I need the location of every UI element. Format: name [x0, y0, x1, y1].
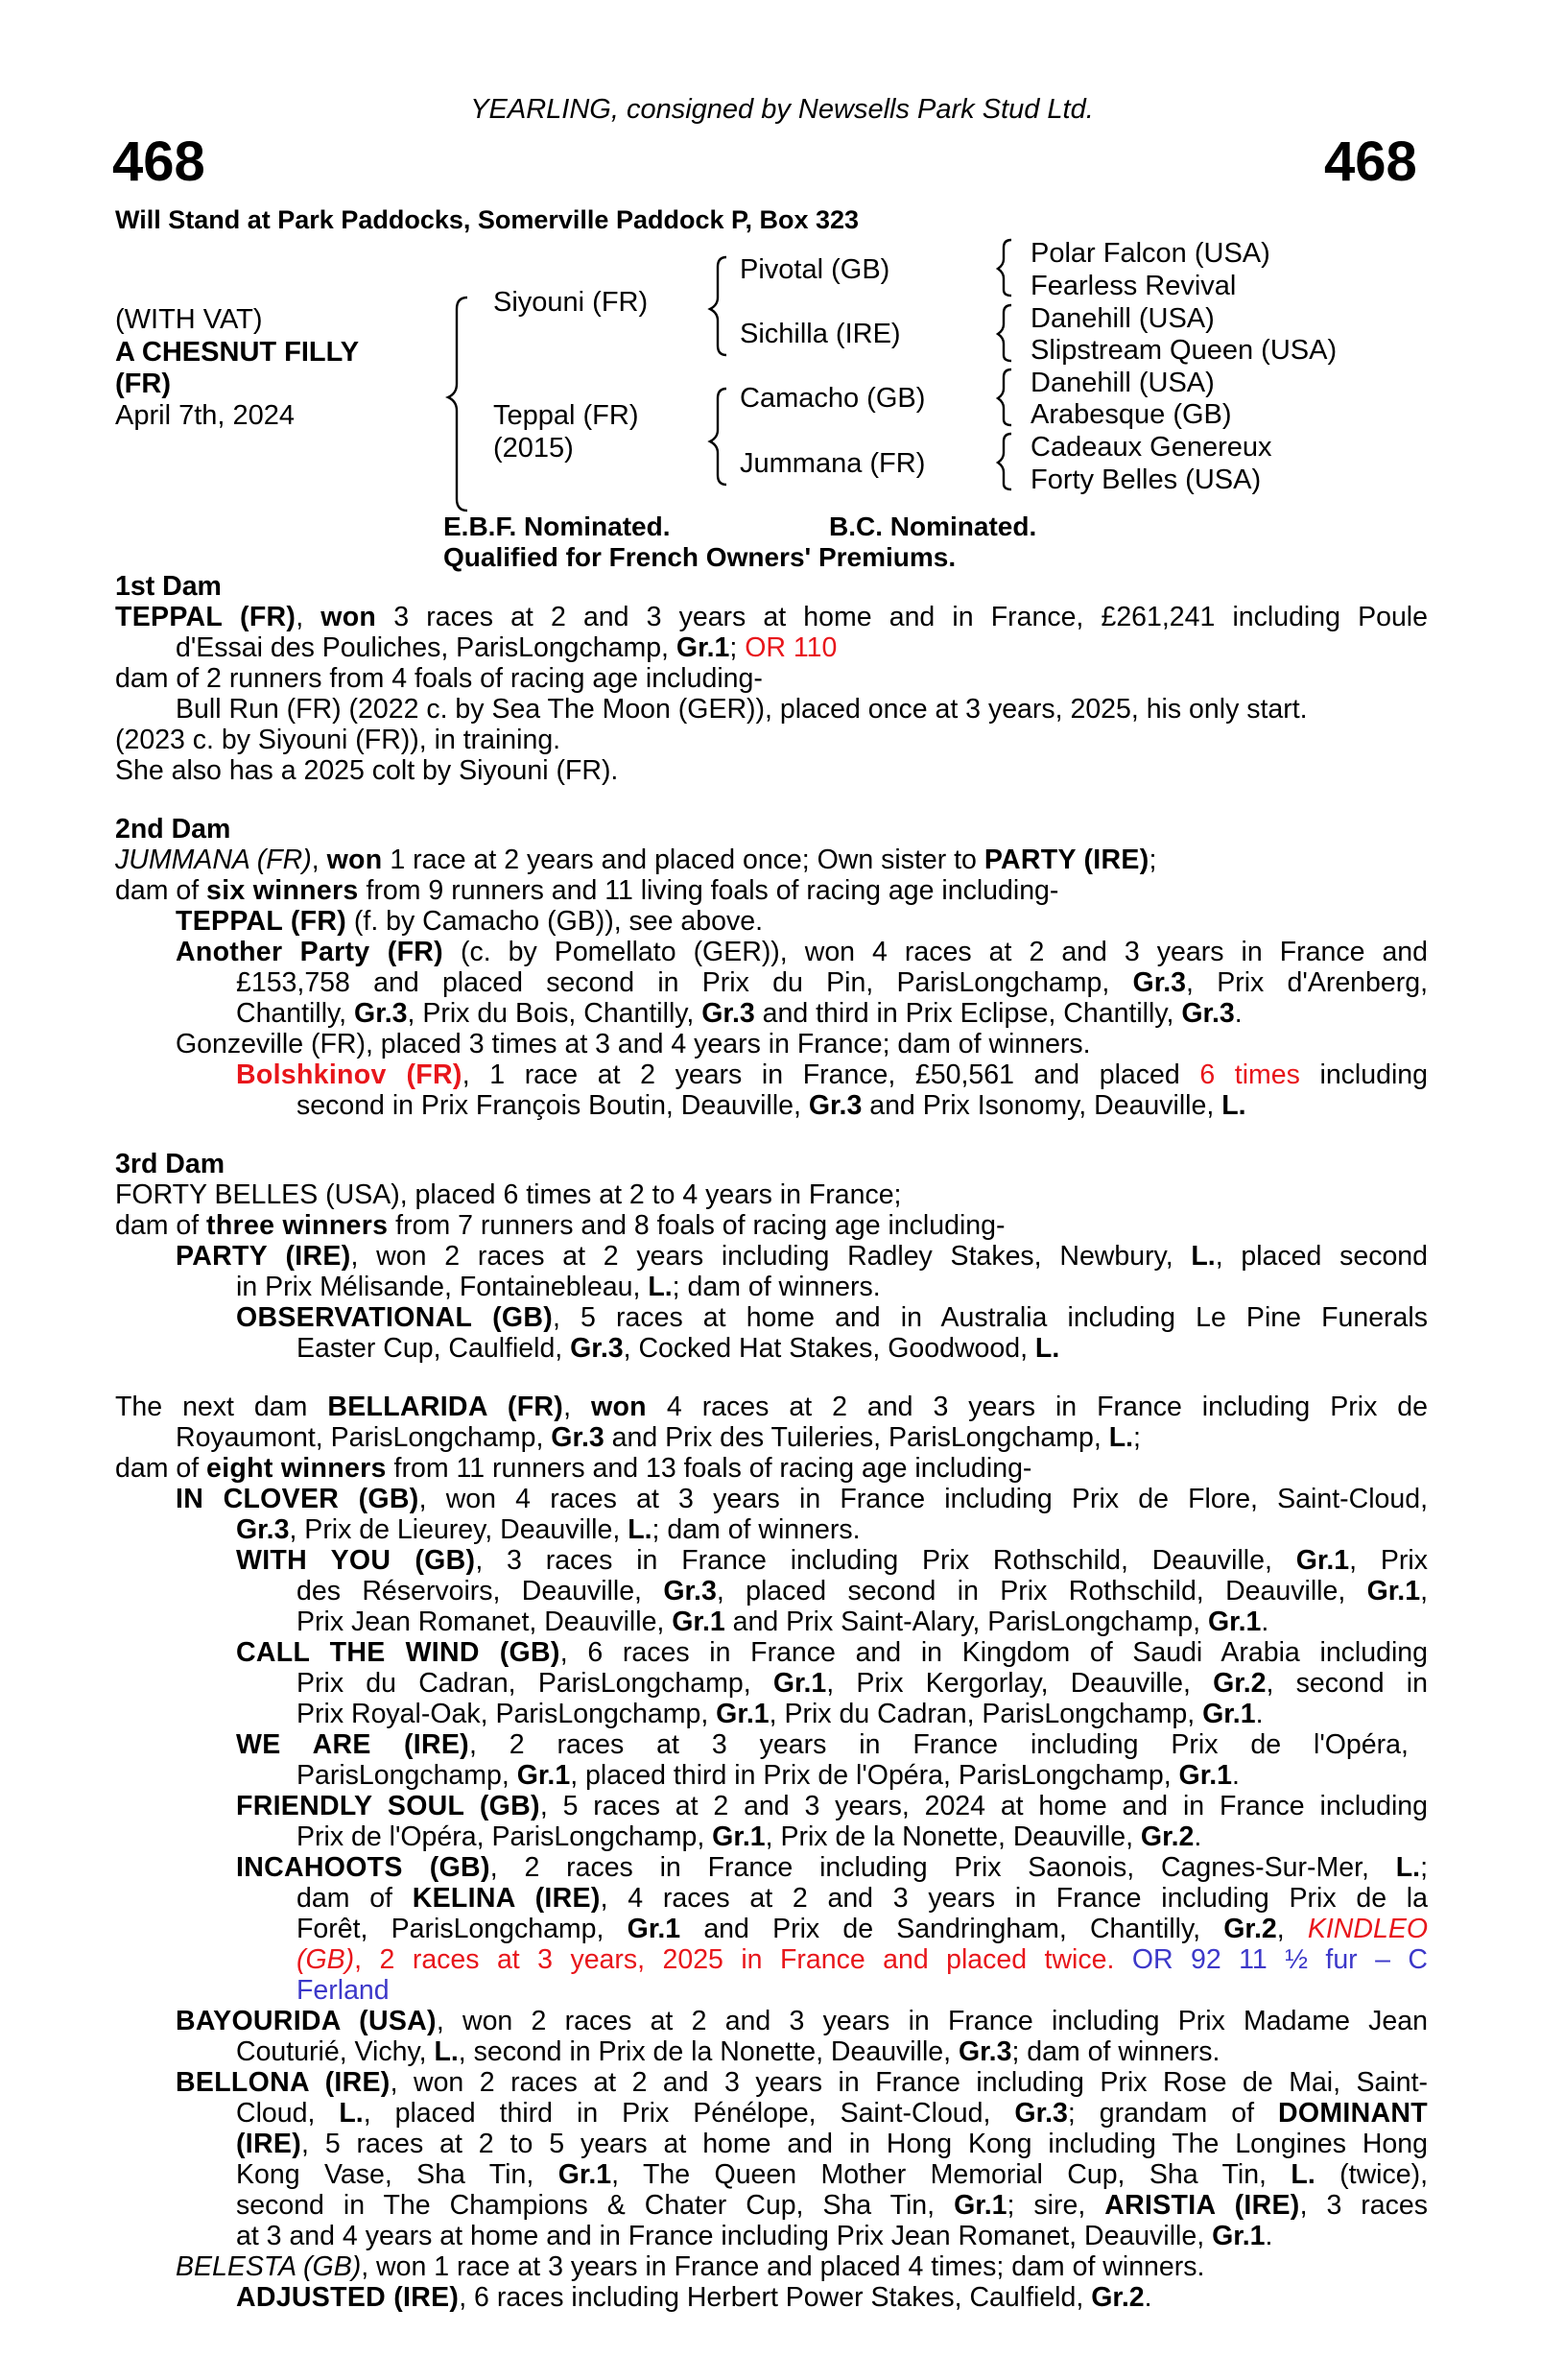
grandprogeny-friendly-soul-cont: Prix de l'Opéra, ParisLongchamp, Gr.1, Prix de la Nonette, Deauville, Gr.2.: [296, 1821, 1202, 1852]
ancestor-7: Cadeaux Genereux: [1031, 432, 1272, 463]
dam-name: Teppal (FR): [493, 400, 639, 431]
next-dam-progeny-bellona: BELLONA (IRE), won 2 races at 2 and 3 years in France including Prix Rose de Mai, Saint-: [176, 2067, 1428, 2098]
second-dam-progeny-2: Another Party (FR) (c. by Pomellato (GER)), won 4 races at 2 and 3 years in France and: [176, 937, 1428, 967]
grandprogeny-with-you: WITH YOU (GB), 3 races in France including Prix Rothschild, Deauville, Gr.1, Prix: [236, 1545, 1428, 1576]
consignment-line: YEARLING, consigned by Newsells Park Stud Ltd.: [470, 94, 1094, 125]
grandprogeny-with-you-cont-2: Prix Jean Romanet, Deauville, Gr.1 and Prix Saint-Alary, ParisLongchamp, Gr.1.: [296, 1606, 1269, 1637]
horse-country: (FR): [115, 369, 171, 399]
grandprogeny-we-are-cont: ParisLongchamp, Gr.1, placed third in Prix de l'Opéra, ParisLongchamp, Gr.1.: [296, 1760, 1240, 1791]
ancestor-6: Arabesque (GB): [1031, 399, 1232, 430]
second-dam-progeny-2-cont-1: £153,758 and placed second in Prix du Pin, ParisLongchamp, Gr.3, Prix d'Arenberg,: [236, 967, 1428, 998]
third-dam-progeny-1: PARTY (IRE), won 2 races at 2 years including Radley Stakes, Newbury, L., placed second: [176, 1241, 1429, 1272]
next-dam-line-3: dam of eight winners from 11 runners and 13 foals of racing age including-: [115, 1453, 1032, 1484]
next-dam-progeny-belesta: BELESTA (GB), won 1 race at 3 years in France and placed 4 times; dam of winners.: [176, 2251, 1205, 2282]
next-dam-progeny-bellona-cont-1: Cloud, L., placed third in Prix Pénélope, Saint-Cloud, Gr.3; grandam of DOMINANT: [236, 2098, 1428, 2129]
grandprogeny-call-the-wind: CALL THE WIND (GB), 6 races in France and in Kingdom of Saudi Arabia including: [236, 1637, 1428, 1668]
bc-nomination: B.C. Nominated.: [829, 512, 1037, 541]
third-dam-line-1: FORTY BELLES (USA), placed 6 times at 2 to 4 years in France;: [115, 1179, 902, 1210]
grandprogeny-incahoots-cont-1: dam of KELINA (IRE), 4 races at 2 and 3 years in France including Prix de la: [296, 1883, 1428, 1914]
first-dam-progeny-1: Bull Run (FR) (2022 c. by Sea The Moon (GER)), placed once at 3 years, 2025, his only start.: [176, 694, 1308, 725]
next-dam-line-2: Royaumont, ParisLongchamp, Gr.3 and Prix des Tuileries, ParisLongchamp, L.;: [176, 1422, 1141, 1453]
grandprogeny-call-the-wind-cont-1: Prix du Cadran, ParisLongchamp, Gr.1, Prix Kergorlay, Deauville, Gr.2, second in: [296, 1668, 1428, 1699]
second-dam-grandprogeny-1-cont: second in Prix François Boutin, Deauville, Gr.3 and Prix Isonomy, Deauville, L.: [296, 1090, 1246, 1121]
ancestor-5: Danehill (USA): [1031, 368, 1215, 398]
bracket-g4: [998, 434, 1011, 489]
bracket-g1: [998, 240, 1011, 296]
sire-sire-name: Pivotal (GB): [740, 254, 890, 285]
grandprogeny-incahoots-cont-3: (GB), 2 races at 3 years, 2025 in France and placed twice. OR 92 11 ½ fur – C: [296, 1944, 1428, 1975]
first-dam-line-1: TEPPAL (FR), won 3 races at 2 and 3 years at home and in France, £261,241 including Poule: [115, 602, 1428, 632]
third-dam-grandprogeny-1-cont: Easter Cup, Caulfield, Gr.3, Cocked Hat Stakes, Goodwood, L.: [296, 1333, 1060, 1364]
first-dam-line-3: dam of 2 runners from 4 foals of racing age including-: [115, 663, 763, 694]
dam-year: (2015): [493, 433, 574, 464]
next-dam-line-1: The next dam BELLARIDA (FR), won 4 races at 2 and 3 years in France including Prix de: [115, 1392, 1428, 1422]
grandprogeny-with-you-cont-1: des Réservoirs, Deauville, Gr.3, placed second in Prix Rothschild, Deauville, Gr.1,: [296, 1576, 1429, 1606]
next-dam-progeny-in-clover: IN CLOVER (GB), won 4 races at 3 years in France including Prix de Flore, Saint-Cloud,: [176, 1484, 1428, 1514]
bracket-sire: [710, 257, 726, 355]
second-dam-heading: 2nd Dam: [115, 814, 231, 845]
ancestor-2: Fearless Revival: [1031, 271, 1237, 301]
grandprogeny-friendly-soul: FRIENDLY SOUL (GB), 5 races at 2 and 3 years, 2024 at home and in France including: [236, 1791, 1428, 1821]
next-dam-progeny-bellona-cont-3: Kong Vase, Sha Tin, Gr.1, The Queen Mother Memorial Cup, Sha Tin, L. (twice),: [236, 2159, 1428, 2190]
grandprogeny-we-are: WE ARE (IRE), 2 races at 3 years in France including Prix de l'Opéra,: [236, 1729, 1409, 1760]
next-dam-progeny-bayourida: BAYOURIDA (USA), won 2 races at 2 and 3 years in France including Prix Madame Jean: [176, 2006, 1428, 2036]
dam-dam-name: Jummana (FR): [740, 448, 926, 479]
vat-note: (WITH VAT): [115, 304, 263, 335]
second-dam-grandprogeny-1: Bolshkinov (FR), 1 race at 2 years in France, £50,561 and placed 6 times including: [236, 1059, 1429, 1090]
first-dam-progeny-2: (2023 c. by Siyouni (FR)), in training.: [115, 725, 561, 755]
first-dam-heading: 1st Dam: [115, 571, 222, 602]
bracket-dam: [710, 389, 726, 485]
sire-name: Siyouni (FR): [493, 287, 649, 318]
third-dam-line-2: dam of three winners from 7 runners and 8 foals of racing age including-: [115, 1210, 1006, 1241]
dam-sire-name: Camacho (GB): [740, 383, 926, 414]
second-dam-progeny-1: TEPPAL (FR) (f. by Camacho (GB)), see above.: [176, 906, 763, 937]
sire-dam-name: Sichilla (IRE): [740, 319, 901, 349]
second-dam-progeny-3: Gonzeville (FR), placed 3 times at 3 and 4 years in France; dam of winners.: [176, 1029, 1091, 1059]
first-dam-line-2: d'Essai des Pouliches, ParisLongchamp, Gr.1; OR 110: [176, 632, 838, 663]
lot-number-left: 468: [112, 131, 205, 193]
next-dam-progeny-bellona-cont-2: (IRE), 5 races at 2 to 5 years at home and in Hong Kong including The Longines Hong: [236, 2129, 1428, 2159]
grandprogeny-call-the-wind-cont-2: Prix Royal-Oak, ParisLongchamp, Gr.1, Prix du Cadran, ParisLongchamp, Gr.1.: [296, 1699, 1264, 1729]
first-dam-foal-note: She also has a 2025 colt by Siyouni (FR).: [115, 755, 619, 786]
bracket-g2: [998, 305, 1011, 361]
ancestor-3: Danehill (USA): [1031, 303, 1215, 334]
foaling-date: April 7th, 2024: [115, 400, 296, 431]
third-dam-heading: 3rd Dam: [115, 1149, 225, 1179]
next-dam-progeny-bellona-cont-5: at 3 and 4 years at home and in France including Prix Jean Romanet, Deauville, Gr.1.: [236, 2221, 1273, 2251]
ebf-nomination: E.B.F. Nominated.: [443, 512, 671, 541]
bracket-main: [448, 298, 467, 511]
ancestor-1: Polar Falcon (USA): [1031, 238, 1270, 269]
ancestor-8: Forty Belles (USA): [1031, 464, 1262, 495]
grandprogeny-incahoots-cont-4: Ferland: [296, 1975, 390, 2006]
grandprogeny-incahoots: INCAHOOTS (GB), 2 races in France including Prix Saonois, Cagnes-Sur-Mer, L.;: [236, 1852, 1428, 1883]
horse-description: A CHESNUT FILLY: [115, 337, 360, 368]
bracket-g3: [998, 369, 1011, 425]
second-dam-line-2: dam of six winners from 9 runners and 11 living foals of racing age including-: [115, 875, 1059, 906]
second-dam-progeny-2-cont-2: Chantilly, Gr.3, Prix du Bois, Chantilly, Gr.3 and third in Prix Eclipse, Chantilly, Gr.3.: [236, 998, 1243, 1029]
third-dam-grandprogeny-1: OBSERVATIONAL (GB), 5 races at home and in Australia including Le Pine Funerals: [236, 1302, 1428, 1333]
ancestor-4: Slipstream Queen (USA): [1031, 335, 1338, 366]
third-dam-progeny-1-cont: in Prix Mélisande, Fontainebleau, L.; dam of winners.: [236, 1272, 881, 1302]
french-premiums: Qualified for French Owners' Premiums.: [443, 542, 957, 572]
second-dam-line-1: JUMMANA (FR), won 1 race at 2 years and placed once; Own sister to PARTY (IRE);: [115, 845, 1157, 875]
lot-number-right: 468: [1324, 131, 1417, 193]
next-dam-progeny-in-clover-cont: Gr.3, Prix de Lieurey, Deauville, L.; dam of winners.: [236, 1514, 861, 1545]
next-dam-progeny-bellona-cont-4: second in The Champions & Chater Cup, Sha Tin, Gr.1; sire, ARISTIA (IRE), 3 races: [236, 2190, 1428, 2221]
grandprogeny-incahoots-cont-2: Forêt, ParisLongchamp, Gr.1 and Prix de Sandringham, Chantilly, Gr.2, KINDLEO: [296, 1914, 1428, 1944]
stand-location: Will Stand at Park Paddocks, Somerville Paddock P, Box 323: [115, 205, 860, 234]
next-dam-progeny-bayourida-cont: Couturié, Vichy, L., second in Prix de la Nonette, Deauville, Gr.3; dam of winners.: [236, 2036, 1220, 2067]
grandprogeny-adjusted: ADJUSTED (IRE), 6 races including Herbert Power Stakes, Caulfield, Gr.2.: [236, 2282, 1152, 2313]
